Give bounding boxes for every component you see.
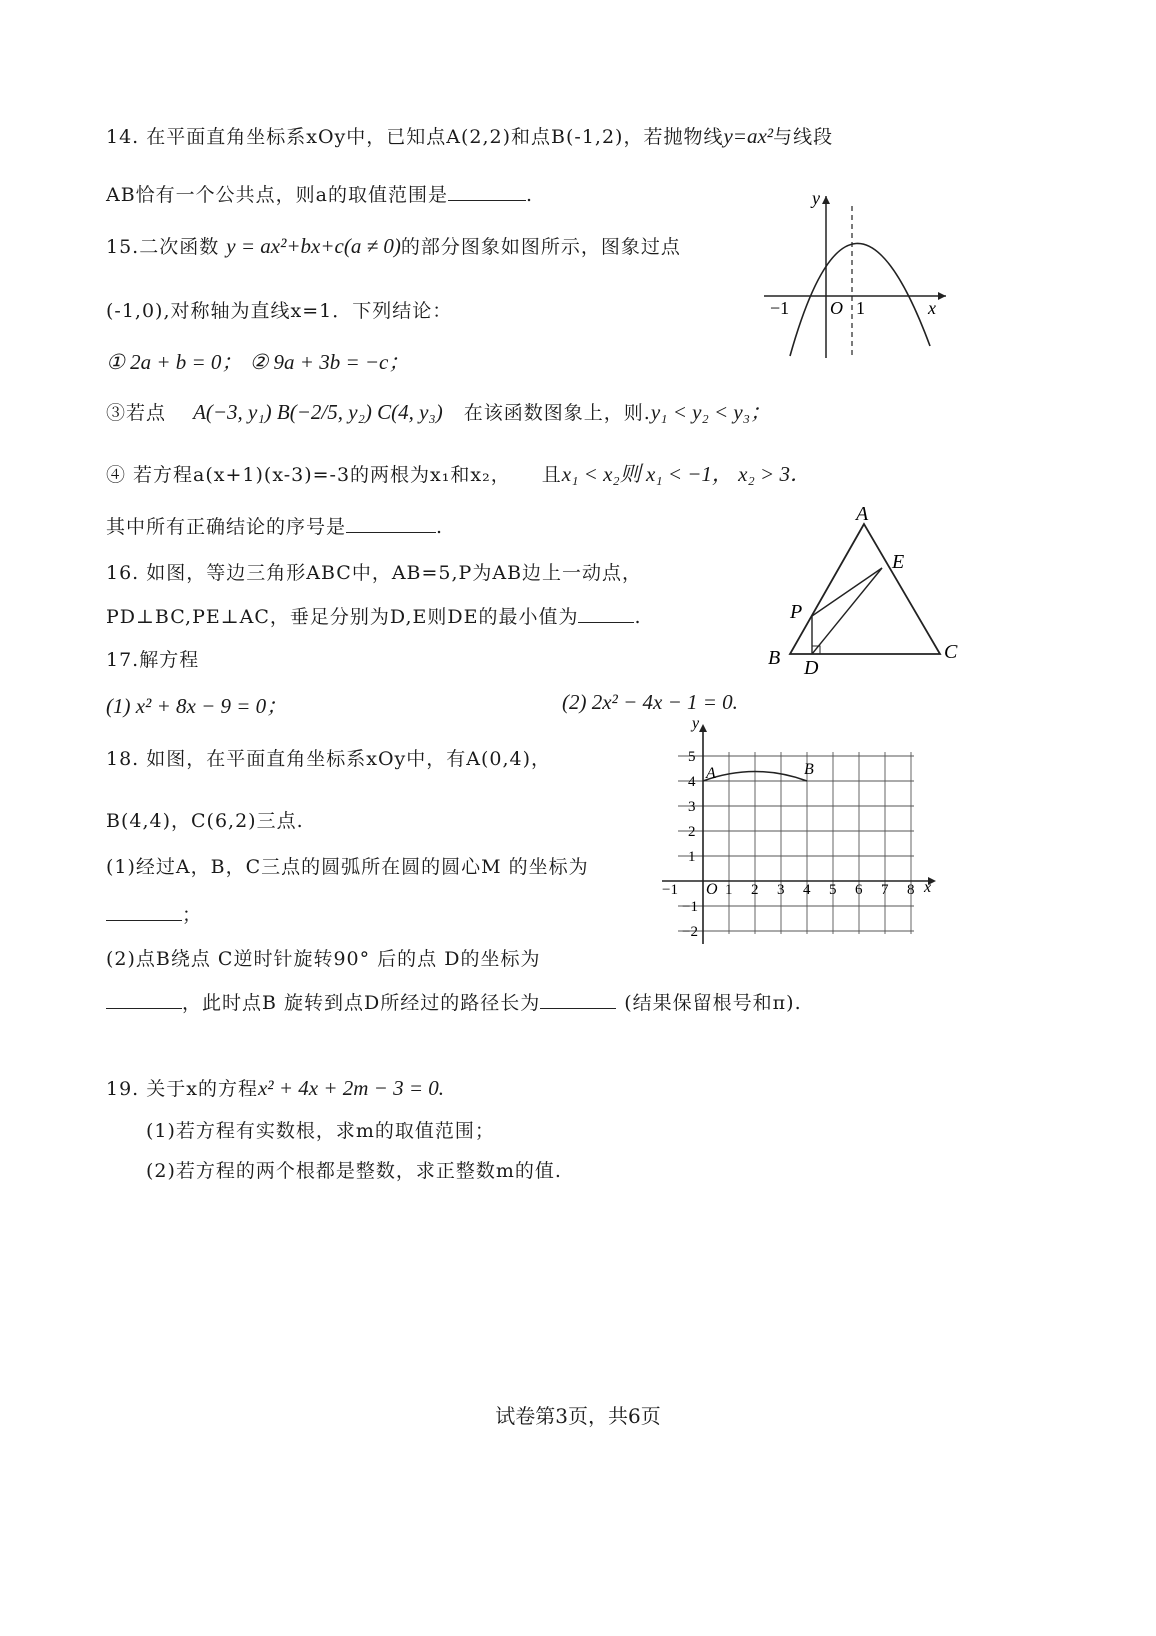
q18-y-arrow xyxy=(699,724,707,732)
q18-ytick-5: 5 xyxy=(688,749,696,765)
q18-neg1-x-label: −1 xyxy=(662,882,678,898)
q15-ask-text: 其中所有正确结论的序号是 xyxy=(106,516,347,538)
q15-line2: (-1,0),对称轴为直线x=1．下列结论： xyxy=(106,300,453,322)
q18-ytick-3: 3 xyxy=(688,799,696,815)
q16-label-c: C xyxy=(944,641,958,663)
q18-note: (结果保留根号和π). xyxy=(624,992,802,1014)
q16-label-a: A xyxy=(856,504,869,525)
q14-text-tail: 与线段 xyxy=(773,126,834,148)
q15-ask xyxy=(106,512,443,539)
q18-xtick-5: 5 xyxy=(829,882,837,898)
q15-conclusion-3 xyxy=(106,396,771,426)
q19-equation: x² + 4x + 2m − 3 = 0. xyxy=(257,1076,445,1100)
q15-conclusion-1: ① 2a + b = 0； xyxy=(106,350,243,374)
q15-c4-inequality: x₁ < x₂则 x₁ < −1， x₂ > 3． xyxy=(561,462,811,486)
q17-equation-2: (2) 2x² − 4x − 1 = 0. xyxy=(562,690,738,714)
q15-y-arrow xyxy=(822,196,830,204)
q18-label-b: B xyxy=(804,761,814,778)
q15-condition: (a ≠ 0) xyxy=(343,234,401,258)
q15-text: 的部分图象如图所示，图象过点 xyxy=(400,236,681,258)
q18-answer-blank-2[interactable] xyxy=(106,990,182,1009)
q17-part1 xyxy=(106,690,287,720)
q15-answer-blank[interactable] xyxy=(346,514,436,533)
q14-period: . xyxy=(526,184,534,206)
q15-label: 15.二次函数 xyxy=(106,236,220,258)
q15-conclusion-4 xyxy=(106,458,811,488)
q18-origin-label: O xyxy=(706,881,718,898)
q15-c4-and: 且 xyxy=(541,464,562,486)
q19-text: 19. 关于x的方程 xyxy=(106,1078,258,1100)
q16-segment-pe xyxy=(812,568,882,616)
q18-y-ticks xyxy=(682,749,698,940)
q14-question: AB恰有一个公共点，则a的取值范围是 xyxy=(106,184,449,206)
q16-label-b: B xyxy=(768,647,781,669)
q18-x-ticks xyxy=(725,882,915,898)
q15-c3-points: A(−3, y₁) B(−2/5, y₂) C(4, y₃) xyxy=(193,400,443,424)
q18-line4 xyxy=(106,900,202,927)
q16-segment-de xyxy=(812,568,882,654)
q14-parabola: y=ax² xyxy=(723,124,774,148)
q16-label-p: P xyxy=(790,601,803,623)
q18-xtick-8: 8 xyxy=(907,882,915,898)
q19-part1: (1)若方程有实数根，求m的取值范围； xyxy=(146,1120,495,1142)
q18-ytick-1: 1 xyxy=(688,849,696,865)
q18-ytick-neg2: −2 xyxy=(682,924,698,940)
q14-text: 14. 在平面直角坐标系xOy中，已知点A(2,2)和点B(-1,2)，若抛物线 xyxy=(106,126,724,148)
q18-semicolon: ； xyxy=(182,904,203,926)
q15-conclusion-2: ② 9a + 3b = −c； xyxy=(249,350,410,374)
q15-period: . xyxy=(436,516,444,538)
q18-line2: B(4,4)，C(6,2)三点. xyxy=(106,810,304,832)
q18-line1: 18. 如图，在平面直角坐标系xOy中，有A(0,4)， xyxy=(106,748,552,770)
q18-x-label: x xyxy=(924,879,932,896)
q14-answer-blank[interactable] xyxy=(448,182,526,201)
q18-xtick-2: 2 xyxy=(751,882,759,898)
q15-conclusions-1-2 xyxy=(106,346,409,376)
q15-function: y = ax²+bx+c xyxy=(226,234,344,258)
q18-ytick-neg1: −1 xyxy=(682,899,698,915)
q15-c4-text: ④ 若方程a(x+1)(x-3)=-3的两根为x₁和x₂， xyxy=(106,464,511,486)
q18-xtick-1: 1 xyxy=(725,882,733,898)
q15-neg1-label: −1 xyxy=(770,298,790,318)
q15-c3-inequality: y₁ < y₂ < y₃； xyxy=(650,400,772,424)
q15-c3-text: 在该函数图象上，则. xyxy=(463,402,651,424)
q16-line1: 16. 如图，等边三角形ABC中，AB=5,P为AB边上一动点， xyxy=(106,562,643,584)
q18-ytick-4: 4 xyxy=(688,774,696,790)
q15-c3-label: ③若点 xyxy=(106,402,167,424)
q18-grid-figure xyxy=(654,712,954,952)
q16-answer-blank[interactable] xyxy=(578,604,634,623)
q15-x-arrow xyxy=(938,292,946,300)
q16-label-e: E xyxy=(892,551,905,573)
q15-origin-label: O xyxy=(830,298,843,318)
q17-title: 17.解方程 xyxy=(106,649,200,671)
q16-label-d: D xyxy=(804,657,819,679)
q19-part2: (2)若方程的两个根都是整数，求正整数m的值. xyxy=(146,1160,562,1182)
q18-xtick-4: 4 xyxy=(803,882,811,898)
q18-line5: (2)点B绕点 C逆时针旋转90° 后的点 D的坐标为 xyxy=(106,948,541,970)
q18-xtick-3: 3 xyxy=(777,882,785,898)
q18-line3: (1)经过A，B，C三点的圆弧所在圆的圆心M 的坐标为 xyxy=(106,856,589,878)
q16-line2 xyxy=(106,602,642,629)
q19-line1 xyxy=(106,1074,444,1101)
q14-line1 xyxy=(106,122,833,149)
q18-label-a: A xyxy=(706,765,716,782)
q18-xtick-6: 6 xyxy=(855,882,863,898)
q18-y-label: y xyxy=(692,715,700,732)
q16-triangle-figure xyxy=(760,504,970,680)
q15-parabola-figure xyxy=(760,186,960,366)
q15-line1 xyxy=(106,232,681,259)
q15-y-label: y xyxy=(812,188,820,208)
q18-answer-blank-3[interactable] xyxy=(540,990,616,1009)
q16-period: . xyxy=(634,606,642,628)
q18-path-text: ，此时点B 旋转到点D所经过的路径长为 xyxy=(182,992,541,1014)
page-footer: 试卷第3页，共6页 xyxy=(495,1404,661,1428)
q18-ytick-2: 2 xyxy=(688,824,696,840)
q16-question: PD⊥BC,PE⊥AC，垂足分别为D,E则DE的最小值为 xyxy=(106,606,579,628)
q17-equation-1: (1) x² + 8x − 9 = 0； xyxy=(106,694,288,718)
q18-line6 xyxy=(106,988,802,1015)
q15-x-label: x xyxy=(928,298,936,318)
q15-one-label: 1 xyxy=(856,298,865,318)
q18-xtick-7: 7 xyxy=(881,882,889,898)
q14-line2 xyxy=(106,180,533,207)
q18-answer-blank-1[interactable] xyxy=(106,902,182,921)
